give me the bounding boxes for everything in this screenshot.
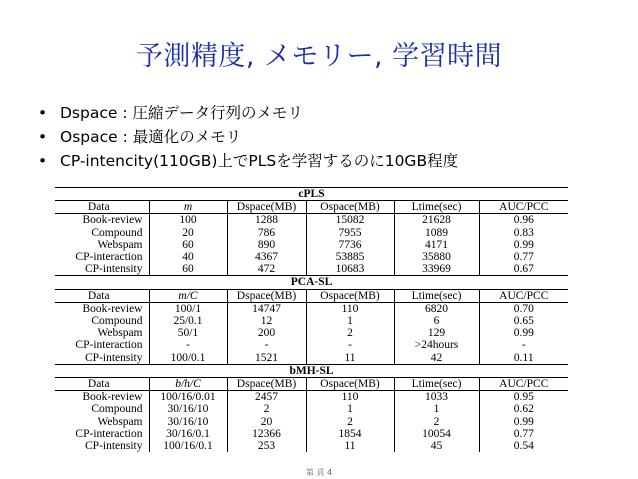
table-cell: 20 <box>149 227 227 239</box>
table-cell: 253 <box>227 440 306 452</box>
results-table <box>55 187 568 452</box>
table-row <box>55 214 568 227</box>
column-header: AUC/PCC <box>479 201 568 214</box>
table-row <box>55 251 568 263</box>
table-row <box>55 263 568 276</box>
table-cell: 1 <box>394 403 479 415</box>
table-cell: 0.96 <box>513 214 534 227</box>
table-cell: 45 <box>394 440 479 452</box>
table-cell: 1033 <box>394 391 479 404</box>
row-label: Compound <box>55 403 149 415</box>
table-cell: 0.77 <box>513 427 534 440</box>
table-cell: 33969 <box>394 263 479 276</box>
row-label: Book-review <box>55 391 149 404</box>
row-label: CP-interaction <box>55 251 149 263</box>
table-cell: 21628 <box>394 214 479 227</box>
row-label: Webspam <box>55 327 149 339</box>
bullet-item <box>38 149 458 173</box>
row-label: Book-review <box>55 302 149 315</box>
column-header-row <box>55 378 568 391</box>
column-header: Ospace(MB) <box>306 289 394 302</box>
table-cell: 6820 <box>394 302 479 315</box>
table-row <box>55 302 568 315</box>
table-cell: 472 <box>227 263 306 276</box>
table-cell: 60 <box>149 263 227 276</box>
row-label: CP-intensity <box>55 440 149 452</box>
table-cell: 0.95 <box>513 391 534 404</box>
table-cell: 0.83 <box>513 226 534 239</box>
table-cell: - <box>227 339 306 351</box>
table-cell: - <box>521 339 526 352</box>
row-label: CP-intensity <box>55 352 149 365</box>
table-cell: 4367 <box>227 251 306 263</box>
table-cell: 129 <box>394 327 479 339</box>
table-cell: 2457 <box>227 391 306 404</box>
bullet-item <box>38 101 458 125</box>
table-cell: 40 <box>149 251 227 263</box>
row-label: CP-interaction <box>55 339 149 351</box>
column-header-row <box>55 201 568 214</box>
bullet-dot-icon: • <box>38 152 48 170</box>
table-cell: 25/0.1 <box>149 315 227 327</box>
bullet-text: CP-intencity(110GB)上でPLSを学習するのに10GB程度 <box>60 152 459 170</box>
table-cell: 53885 <box>306 251 394 263</box>
bullet-item <box>38 125 458 149</box>
table-cell: 110 <box>306 302 394 315</box>
row-label: CP-interaction <box>55 428 149 440</box>
table-cell: 2 <box>306 416 394 428</box>
table-cell: 0.70 <box>513 302 534 315</box>
row-label: Compound <box>55 315 149 327</box>
table-row <box>55 403 568 415</box>
table-cell: 1 <box>306 403 394 415</box>
bullet-dot-icon: • <box>38 104 48 122</box>
table-cell: 30/16/10 <box>149 403 227 415</box>
table-cell: 0.77 <box>513 251 534 264</box>
table-row <box>55 339 568 351</box>
page-number: 第 頁 4 <box>305 468 333 477</box>
table-cell: 100/16/0.1 <box>149 440 227 452</box>
table-cell: 0.99 <box>513 415 534 428</box>
table-cell: 100/0.1 <box>149 352 227 365</box>
table-cell: 12366 <box>227 428 306 440</box>
table-row <box>55 391 568 404</box>
bullet-dot-icon: • <box>38 128 48 146</box>
column-header: Ltime(sec) <box>394 201 479 214</box>
table-cell: 20 <box>227 416 306 428</box>
table-cell: 0.67 <box>513 263 534 276</box>
table-cell: 2 <box>227 403 306 415</box>
table-cell: 4171 <box>394 239 479 251</box>
table-cell: 6 <box>394 315 479 327</box>
table-cell: 12 <box>227 315 306 327</box>
table-cell: 0.54 <box>513 440 534 453</box>
row-label: CP-intensity <box>55 263 149 276</box>
table-row <box>55 327 568 339</box>
row-label: Webspam <box>55 239 149 251</box>
section-title: bMH-SL <box>55 364 568 377</box>
table-cell: 1089 <box>394 227 479 239</box>
table-cell: - <box>306 339 394 351</box>
bullet-text: Dspace : 圧縮データ行列のメモリ <box>60 104 303 122</box>
table-cell: 30/16/10 <box>149 416 227 428</box>
column-header: AUC/PCC <box>479 378 568 391</box>
column-header: AUC/PCC <box>479 289 568 302</box>
table-cell: 15082 <box>306 214 394 227</box>
table-cell: 11 <box>306 440 394 452</box>
table-row <box>55 352 568 365</box>
row-label: Compound <box>55 227 149 239</box>
column-header: m <box>149 201 227 214</box>
row-label: Book-review <box>55 214 149 227</box>
table-cell: 0.99 <box>513 238 534 251</box>
column-header: Dspace(MB) <box>227 289 306 302</box>
bullet-text: Ospace : 最適化のメモリ <box>60 128 242 146</box>
table-cell: 100 <box>149 214 227 227</box>
table-row <box>55 428 568 440</box>
table-cell: 35880 <box>394 251 479 263</box>
table-cell: 200 <box>227 327 306 339</box>
section-header-row <box>55 276 568 289</box>
table-cell: 11 <box>306 352 394 365</box>
column-header: Data <box>55 289 149 302</box>
slide-title: 予測精度, メモリー, 学習時間 <box>135 41 503 72</box>
table-cell: 10054 <box>394 428 479 440</box>
table-cell: 1288 <box>227 214 306 227</box>
section-header-row <box>55 364 568 377</box>
table-cell: 0.62 <box>513 403 534 416</box>
table-cell: 0.99 <box>513 327 534 340</box>
table-cell: 0.65 <box>513 315 534 328</box>
column-header: Ltime(sec) <box>394 289 479 302</box>
section-header-row <box>55 188 568 201</box>
table-cell: 110 <box>306 391 394 404</box>
column-header-row <box>55 289 568 302</box>
table-cell: 42 <box>394 352 479 365</box>
column-header: Data <box>55 201 149 214</box>
table-cell: 890 <box>227 239 306 251</box>
table-cell: 60 <box>149 239 227 251</box>
table-cell: 100/16/0.01 <box>149 391 227 404</box>
column-header: Ltime(sec) <box>394 378 479 391</box>
table-row <box>55 227 568 239</box>
table-cell: 2 <box>306 327 394 339</box>
table-cell: - <box>149 339 227 351</box>
column-header: Dspace(MB) <box>227 378 306 391</box>
column-header: m/C <box>149 289 227 302</box>
section-title: PCA-SL <box>55 276 568 289</box>
results-table-grid <box>55 187 568 452</box>
bullet-list <box>38 101 458 173</box>
column-header: Dspace(MB) <box>227 201 306 214</box>
table-cell: 1854 <box>306 428 394 440</box>
table-row <box>55 239 568 251</box>
table-cell: 1521 <box>227 352 306 365</box>
table-cell: 30/16/0.1 <box>149 428 227 440</box>
table-cell: 2 <box>394 416 479 428</box>
table-cell: 7736 <box>306 239 394 251</box>
table-cell: 7955 <box>306 227 394 239</box>
table-cell: 100/1 <box>149 302 227 315</box>
column-header: b/h/C <box>149 378 227 391</box>
table-cell: 1 <box>306 315 394 327</box>
table-row <box>55 440 568 452</box>
table-cell: 14747 <box>227 302 306 315</box>
row-label: Webspam <box>55 416 149 428</box>
table-row <box>55 315 568 327</box>
column-header: Ospace(MB) <box>306 378 394 391</box>
table-cell: 10683 <box>306 263 394 276</box>
table-cell: 0.11 <box>513 351 534 364</box>
table-cell: >24hours <box>394 339 479 351</box>
table-cell: 786 <box>227 227 306 239</box>
table-row <box>55 416 568 428</box>
section-title: cPLS <box>55 188 568 201</box>
column-header: Data <box>55 378 149 391</box>
table-cell: 50/1 <box>149 327 227 339</box>
column-header: Ospace(MB) <box>306 201 394 214</box>
